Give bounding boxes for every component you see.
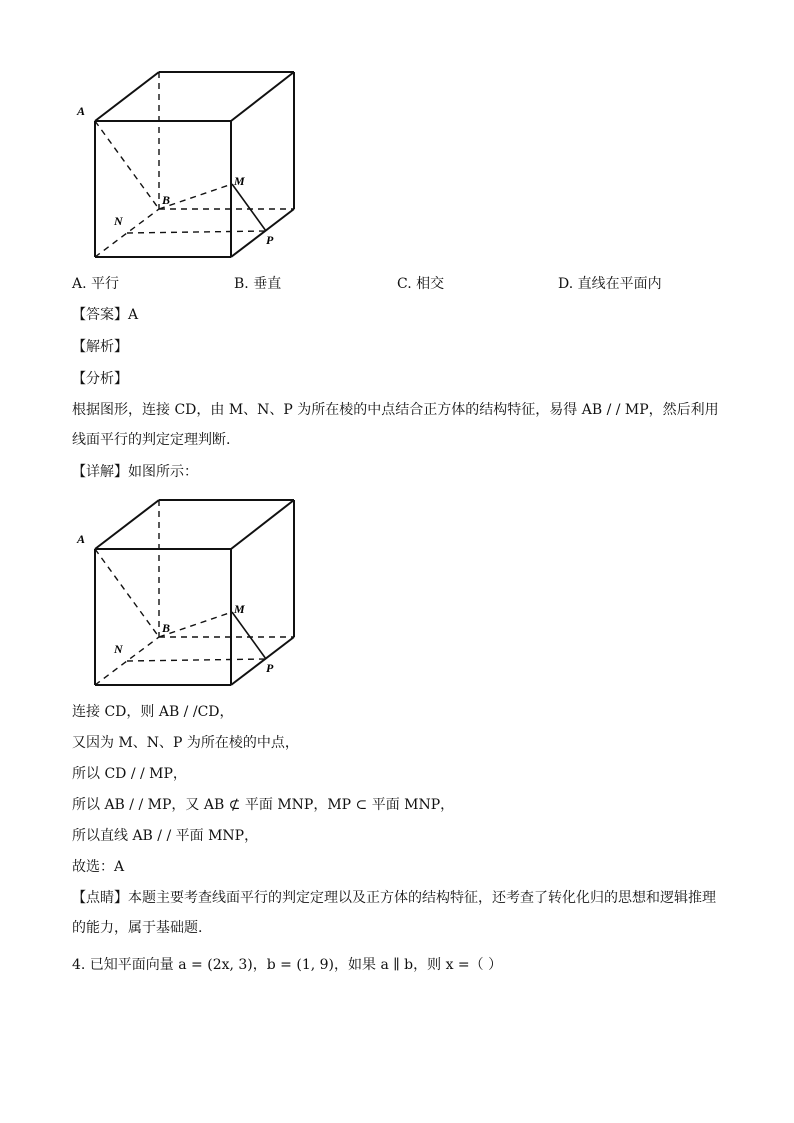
cube-diagram xyxy=(70,492,310,692)
detail-line xyxy=(72,462,198,482)
step-2: 又因为 M、N、P 为所在棱的中点， xyxy=(72,735,299,751)
edge xyxy=(231,637,294,685)
segment-NP xyxy=(127,659,266,661)
edge xyxy=(95,500,159,549)
comment-line-1 xyxy=(72,888,716,908)
edge xyxy=(95,72,159,121)
detail-text: 如图所示： xyxy=(128,464,198,480)
answer-line xyxy=(72,305,138,325)
analysis-tag: 【解析】 xyxy=(72,339,128,355)
edge xyxy=(231,209,294,257)
label-P: P xyxy=(266,233,274,247)
label-A: A xyxy=(77,104,86,118)
comment-text-1: 本题主要考查线面平行的判定定理以及正方体的结构特征，还考查了转化化归的思想和逻辑推理 xyxy=(128,890,716,906)
label-N: N xyxy=(114,642,123,656)
segment-NP xyxy=(127,231,266,233)
comment-line-2: 的能力，属于基础题. xyxy=(72,920,203,936)
fenxi-line-2: 线面平行的判定定理判断. xyxy=(72,432,231,448)
label-P: P xyxy=(266,661,274,675)
edge xyxy=(231,500,294,549)
option-d[interactable]: D. 直线在平面内 xyxy=(558,276,662,292)
segment-AB xyxy=(95,121,159,209)
segment-MP xyxy=(232,184,266,231)
step-3: 所以 CD / / MP， xyxy=(72,766,187,782)
step-5: 所以直线 AB / / 平面 MNP， xyxy=(72,828,259,844)
segment-MP xyxy=(232,612,266,659)
label-A: A xyxy=(77,532,86,546)
label-B: B xyxy=(162,193,171,207)
detail-tag: 【详解】 xyxy=(72,464,128,480)
cube-figure-1 xyxy=(70,64,310,264)
option-b[interactable]: B. 垂直 xyxy=(234,276,282,292)
question-4: 4. 已知平面向量 a = (2x, 3)，b = (1, 9)，如果 a ∥ b，则 x =（ ） xyxy=(72,957,503,973)
fenxi-line-1: 根据图形，连接 CD，由 M、N、P 为所在棱的中点结合正方体的结构特征，易得 AB / / MP，然后利用 xyxy=(72,402,719,418)
option-c[interactable]: C. 相交 xyxy=(397,276,445,292)
comment-tag: 【点睛】 xyxy=(72,890,128,906)
edge xyxy=(231,72,294,121)
cube-figure-2 xyxy=(70,492,310,692)
step-6: 故选：A xyxy=(72,859,125,875)
fenxi-tag: 【分析】 xyxy=(72,371,128,387)
label-N: N xyxy=(114,214,123,228)
cube-diagram xyxy=(70,64,310,264)
step-4: 所以 AB / / MP，又 AB ⊄ 平面 MNP，MP ⊂ 平面 MNP， xyxy=(72,797,455,813)
step-1: 连接 CD，则 AB / /CD， xyxy=(72,704,234,720)
answer-tag: 【答案】 xyxy=(72,307,128,323)
answer-value: A xyxy=(128,307,139,323)
segment-AB xyxy=(95,549,159,637)
label-B: B xyxy=(162,621,171,635)
option-a[interactable]: A. 平行 xyxy=(72,276,120,292)
label-M: M xyxy=(234,174,245,188)
label-M: M xyxy=(234,602,245,616)
